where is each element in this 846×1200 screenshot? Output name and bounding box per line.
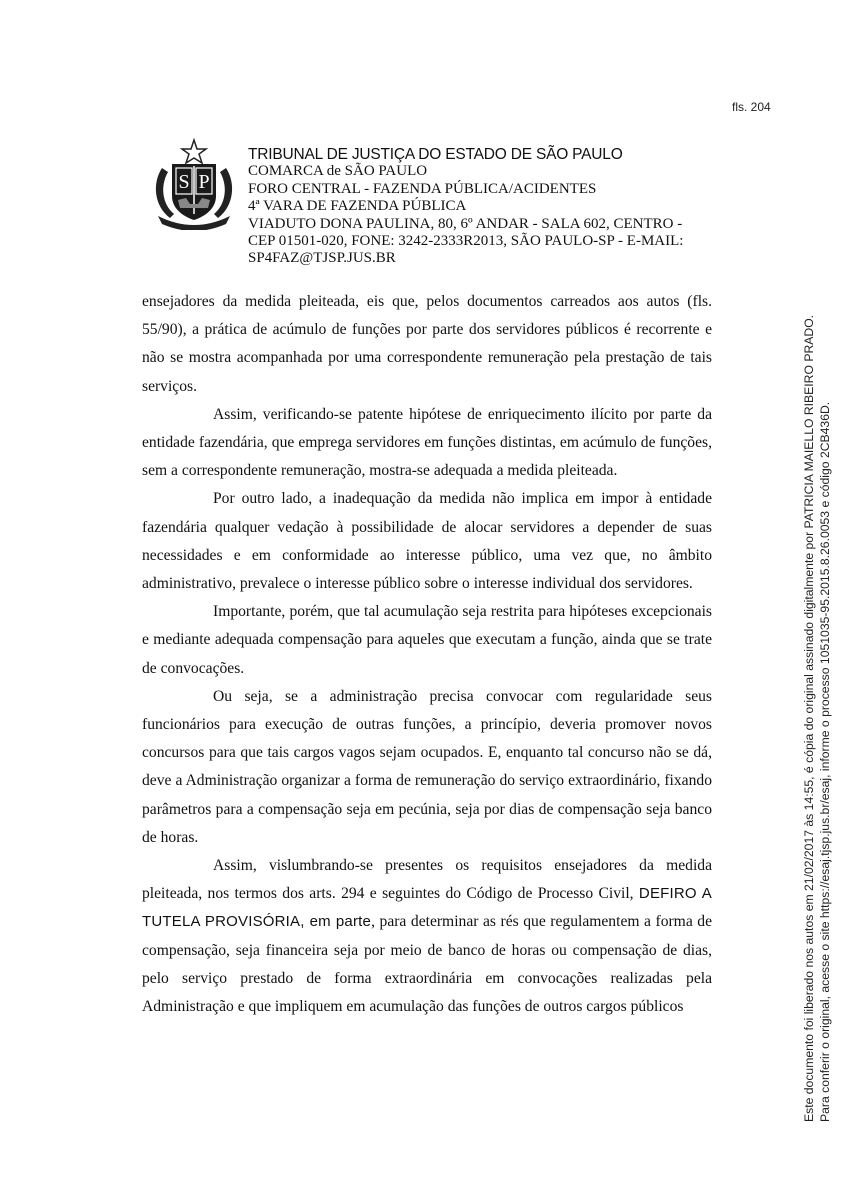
document-body — [142, 288, 712, 1021]
paragraph-decision — [142, 852, 712, 1021]
svg-text:S: S — [178, 171, 190, 193]
paragraph: Ou seja, se a administração precisa convocar com regularidade seus funcionários para execução de outras funções, a princípio, deveria promover novos concursos para que tais cargos vagos sejam ocupados. E, enquanto tal concurso não se dá, deve a Administração organizar a forma de remuneração do serviço extraordinário, fixando parâmetros para a compensação seja em pecúnia, seja por dias de compensação seja banco de horas. — [142, 687, 712, 846]
address-line-2: CEP 01501-020, FONE: 3242-2333R2013, SÃO PAULO-SP - E-MAIL: — [248, 233, 684, 250]
court-name: TRIBUNAL DE JUSTIÇA DO ESTADO DE SÃO PAULO — [248, 146, 623, 163]
decision-emphasis: DEFIRO A TUTELA PROVISÓRIA, em parte — [142, 885, 712, 931]
foro: FORO CENTRAL - FAZENDA PÚBLICA/ACIDENTES — [248, 180, 597, 197]
page-number: fls. 204 — [732, 100, 771, 114]
paragraph: ensejadores da medida pleiteada, eis que, pelos documentos carreados aos autos (fls. 55/90), a prática de acúmulo de funções por parte dos servidores públicos é recorrente e não se mostra acompanhada por uma correspondente remuneração pela prestação de tais serviços. — [142, 293, 712, 395]
digital-signature-note — [801, 302, 833, 1122]
paragraph: Importante, porém, que tal acumulação seja restrita para hipóteses excepcionais e mediante adequada compensação para aqueles que executam a função, ainda que se trate de convocações. — [142, 603, 712, 677]
decision-intro: Assim, vislumbrando-se presentes os requisitos ensejadores da medida pleiteada, nos termos dos arts. 294 e seguintes do Código de Processo Civil, — [142, 857, 712, 903]
email: SP4FAZ@TJSP.JUS.BR — [248, 250, 396, 267]
paragraph: Assim, verificando-se patente hipótese de enriquecimento ilícito por parte da entidade fazendária, que emprega servidores em funções distintas, em acúmulo de funções, sem a correspondente remuneração, mostra-se adequada a medida pleiteada. — [142, 405, 712, 480]
signature-note-line-2: Para conferir o original, acesse o site https://esaj.tjsp.jus.br/esaj, informe o processo 1051035-95.2015.8.26.0053 e código 2CB436D. — [818, 401, 832, 1122]
comarca: COMARCA de SÃO PAULO — [248, 163, 428, 180]
address-line-1: VIADUTO DONA PAULINA, 80, 6º ANDAR - SALA 602, CENTRO - — [248, 215, 683, 232]
sao-paulo-coat-of-arms-logo — [148, 138, 240, 230]
decision-text: , para determinar as rés que regulamentem a forma de compensação, seja financeira seja por meio de banco de horas ou compensação de dias, pelo serviço prestado de forma extraordinária em convocações realizadas pela Administração e que impliquem em acumulação das funções de outros cargos públicos — [142, 913, 712, 1016]
paragraph: Por outro lado, a inadequação da medida não implica em impor à entidade fazendária qualquer vedação à possibilidade de alocar servidores a depender de suas necessidades e em conformidade ao interesse público, uma vez que, no âmbito administrativo, prevalece o interesse público sobre o interesse individual dos servidores. — [142, 490, 712, 593]
letterhead — [248, 146, 718, 268]
svg-text:P: P — [198, 171, 210, 193]
signature-note-line-1: Este documento foi liberado nos autos em 21/02/2017 às 14:55, é cópia do original assinado digitalmente por PATRICIA MAIELLO RIBEIRO PRADO. — [802, 314, 816, 1122]
vara: 4ª VARA DE FAZENDA PÚBLICA — [248, 198, 467, 215]
